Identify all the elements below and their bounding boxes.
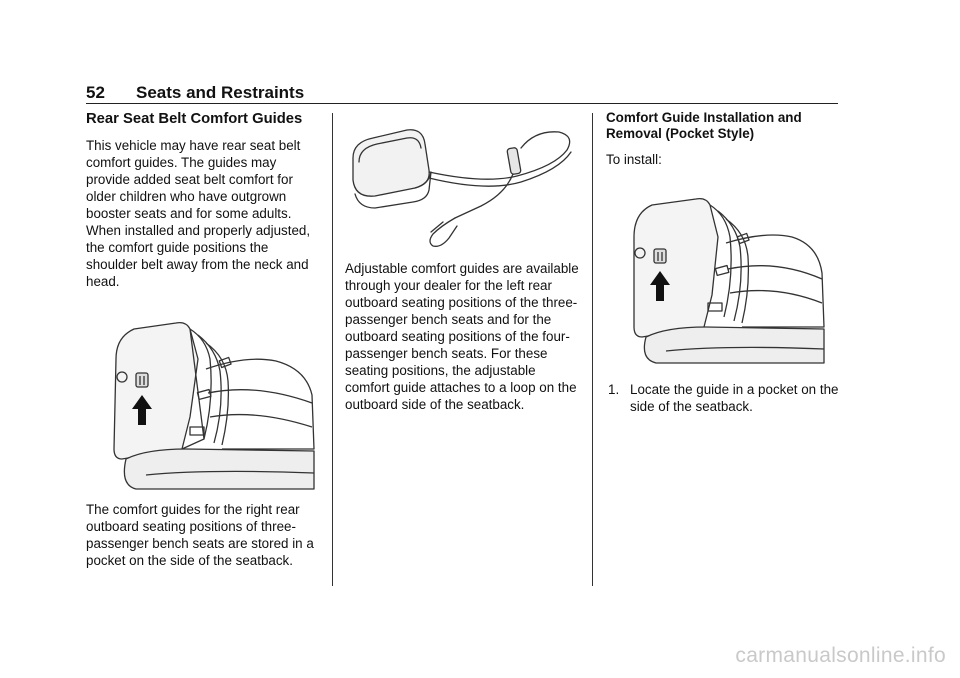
column-3 bbox=[606, 110, 842, 415]
list-item bbox=[606, 381, 842, 415]
intro-paragraph: This vehicle may have rear seat belt comfort guides. The guides may provide added seat belt comfort for older children who have outgrown booster seats and for some adults. When installed and properly adjusted, the comfort guide positions the shoulder belt away from the neck and head. bbox=[86, 138, 311, 289]
section-heading: Rear Seat Belt Comfort Guides bbox=[86, 111, 303, 127]
section-title: Seats and Restraints bbox=[136, 83, 305, 102]
install-intro: To install: bbox=[606, 152, 662, 167]
column-2 bbox=[345, 110, 581, 422]
comfort-guide-illustration bbox=[345, 114, 581, 250]
page-header bbox=[86, 82, 838, 104]
column-divider-1 bbox=[332, 113, 333, 586]
column-divider-2 bbox=[592, 113, 593, 586]
subsection-heading: Comfort Guide Installation and Removal (Pocket Style) bbox=[606, 110, 802, 141]
seat-pocket-illustration bbox=[86, 299, 322, 495]
step-text: Locate the guide in a pocket on the side of the seatback. bbox=[630, 382, 839, 414]
storage-paragraph: The comfort guides for the right rear outboard seating positions of three-passenger bench seats are stored in a pocket on the side of the seatback. bbox=[86, 502, 314, 568]
header-rule bbox=[86, 103, 838, 104]
adjustable-guides-paragraph: Adjustable comfort guides are available through your dealer for the left rear outboard seating positions of the three-passenger bench seats and for the outboard seating positions of the four-passenger bench seats. For these seating positions, the adjustable comfort guide attaches to a loop on the outboard side of the seatback. bbox=[345, 261, 579, 412]
watermark: carmanualsonline.info bbox=[735, 644, 946, 667]
seat-pocket-illustration-2 bbox=[626, 177, 862, 373]
column-1 bbox=[86, 110, 322, 578]
step-number: 1. bbox=[608, 382, 620, 397]
page-number: 52 bbox=[86, 83, 105, 102]
